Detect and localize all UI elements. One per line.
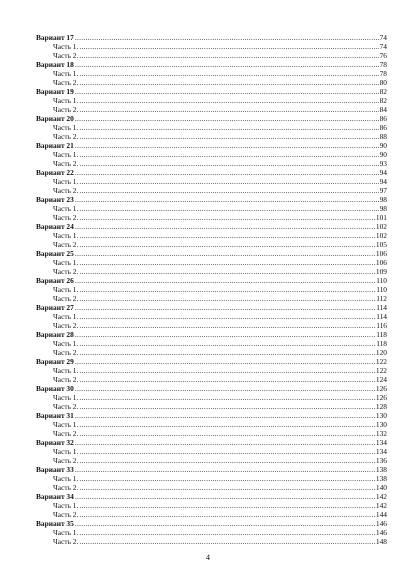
toc-entry-label: Часть 1. bbox=[53, 447, 79, 456]
toc-entry-page: 97 bbox=[379, 186, 387, 195]
toc-part-row bbox=[36, 42, 387, 51]
dot-leader bbox=[79, 42, 378, 51]
toc-entry-label: Вариант 17 bbox=[36, 33, 74, 42]
toc-entry-label: Часть 1. bbox=[53, 204, 79, 213]
toc-entry-label: Часть 2. bbox=[53, 510, 79, 519]
toc-part-row bbox=[36, 483, 387, 492]
toc-part-row bbox=[36, 393, 387, 402]
toc-entry-label: Часть 2. bbox=[53, 321, 79, 330]
toc-entry-label: Часть 1. bbox=[53, 96, 79, 105]
toc-entry-page: 140 bbox=[375, 483, 387, 492]
dot-leader bbox=[75, 195, 379, 204]
toc-entry-label: Вариант 21 bbox=[36, 141, 74, 150]
dot-leader bbox=[79, 537, 375, 546]
toc-entry-page: 122 bbox=[375, 366, 387, 375]
toc-entry-label: Вариант 27 bbox=[36, 303, 74, 312]
toc-entry-label: Часть 2. bbox=[53, 105, 79, 114]
dot-leader bbox=[75, 519, 375, 528]
toc-entry-page: 142 bbox=[375, 501, 387, 510]
dot-leader bbox=[79, 456, 375, 465]
toc-variant-row bbox=[36, 519, 387, 528]
toc-entry-page: 130 bbox=[375, 420, 387, 429]
toc-entry-page: 116 bbox=[376, 321, 387, 330]
toc-entry-label: Часть 1. bbox=[53, 339, 79, 348]
toc-entry-label: Часть 1. bbox=[53, 393, 79, 402]
toc-entry-label: Часть 1. bbox=[53, 69, 79, 78]
toc-part-row bbox=[36, 366, 387, 375]
toc-part-row bbox=[36, 402, 387, 411]
toc-part-row bbox=[36, 267, 387, 276]
toc-entry-page: 146 bbox=[375, 528, 387, 537]
toc-entry-page: 106 bbox=[375, 249, 387, 258]
toc-part-row bbox=[36, 177, 387, 186]
toc-part-row bbox=[36, 294, 387, 303]
toc-entry-label: Вариант 25 bbox=[36, 249, 74, 258]
toc-entry-label: Вариант 29 bbox=[36, 357, 74, 366]
toc-part-row bbox=[36, 96, 387, 105]
toc-entry-page: 101 bbox=[375, 213, 387, 222]
toc-part-row bbox=[36, 285, 387, 294]
toc-part-row bbox=[36, 150, 387, 159]
toc-variant-row bbox=[36, 330, 387, 339]
toc-entry-label: Часть 1. bbox=[53, 123, 79, 132]
dot-leader bbox=[79, 483, 375, 492]
toc-variant-row bbox=[36, 168, 387, 177]
dot-leader bbox=[79, 105, 378, 114]
toc-entry-label: Вариант 22 bbox=[36, 168, 74, 177]
toc-variant-row bbox=[36, 438, 387, 447]
toc-entry-page: 126 bbox=[375, 393, 387, 402]
toc-part-row bbox=[36, 186, 387, 195]
toc-entry-label: Вариант 23 bbox=[36, 195, 74, 204]
toc-entry-page: 74 bbox=[379, 42, 387, 51]
dot-leader bbox=[79, 159, 378, 168]
dot-leader bbox=[79, 312, 375, 321]
toc-part-row bbox=[36, 69, 387, 78]
toc-entry-page: 94 bbox=[379, 168, 387, 177]
toc-variant-row bbox=[36, 303, 387, 312]
toc-entry-label: Вариант 30 bbox=[36, 384, 74, 393]
toc-entry-page: 105 bbox=[375, 240, 387, 249]
toc-part-row bbox=[36, 51, 387, 60]
toc-entry-page: 82 bbox=[379, 87, 387, 96]
dot-leader bbox=[75, 222, 375, 231]
dot-leader bbox=[79, 204, 378, 213]
toc-entry-label: Часть 2. bbox=[53, 294, 79, 303]
dot-leader bbox=[79, 348, 375, 357]
page-number: 4 bbox=[206, 553, 210, 562]
toc-entry-label: Вариант 32 bbox=[36, 438, 74, 447]
toc-entry-label: Часть 1. bbox=[53, 528, 79, 537]
toc-entry-label: Часть 2. bbox=[53, 402, 79, 411]
toc-part-row bbox=[36, 213, 387, 222]
dot-leader bbox=[79, 528, 375, 537]
toc-entry-page: 74 bbox=[379, 33, 387, 42]
dot-leader bbox=[75, 330, 375, 339]
toc-entry-label: Часть 1. bbox=[53, 474, 79, 483]
dot-leader bbox=[75, 411, 375, 420]
toc-entry-page: 122 bbox=[375, 357, 387, 366]
dot-leader bbox=[79, 375, 375, 384]
toc-entry-label: Часть 1. bbox=[53, 42, 79, 51]
dot-leader bbox=[75, 87, 379, 96]
toc-entry-page: 118 bbox=[376, 330, 387, 339]
toc-entry-label: Вариант 35 bbox=[36, 519, 74, 528]
toc-part-row bbox=[36, 339, 387, 348]
toc-entry-page: 93 bbox=[379, 159, 387, 168]
toc-part-row bbox=[36, 537, 387, 546]
toc-entry-page: 78 bbox=[379, 60, 387, 69]
toc-part-row bbox=[36, 510, 387, 519]
dot-leader bbox=[79, 69, 378, 78]
toc-entry-page: 110 bbox=[376, 276, 387, 285]
dot-leader bbox=[79, 420, 375, 429]
toc-entry-label: Часть 1. bbox=[53, 420, 79, 429]
dot-leader bbox=[79, 96, 378, 105]
toc-entry-page: 146 bbox=[375, 519, 387, 528]
dot-leader bbox=[75, 60, 379, 69]
toc-variant-row bbox=[36, 33, 387, 42]
toc-part-row bbox=[36, 240, 387, 249]
toc-entry-label: Часть 2. bbox=[53, 267, 79, 276]
dot-leader bbox=[75, 276, 375, 285]
toc-variant-row bbox=[36, 87, 387, 96]
toc-entry-page: 109 bbox=[375, 267, 387, 276]
toc-entry-label: Часть 1. bbox=[53, 366, 79, 375]
dot-leader bbox=[79, 429, 375, 438]
toc-variant-row bbox=[36, 141, 387, 150]
toc-entry-label: Часть 2. bbox=[53, 537, 79, 546]
dot-leader bbox=[75, 465, 375, 474]
dot-leader bbox=[79, 132, 378, 141]
toc-entry-label: Вариант 24 bbox=[36, 222, 74, 231]
dot-leader bbox=[79, 186, 378, 195]
toc-part-row bbox=[36, 429, 387, 438]
dot-leader bbox=[79, 393, 375, 402]
toc-entry-label: Часть 2. bbox=[53, 159, 79, 168]
dot-leader bbox=[75, 303, 375, 312]
toc-entry-page: 132 bbox=[375, 429, 387, 438]
toc-entry-page: 90 bbox=[379, 141, 387, 150]
toc-part-row bbox=[36, 528, 387, 537]
toc-entry-label: Часть 2. bbox=[53, 51, 79, 60]
dot-leader bbox=[79, 267, 375, 276]
toc-entry-page: 90 bbox=[379, 150, 387, 159]
toc-entry-page: 128 bbox=[375, 402, 387, 411]
toc-part-row bbox=[36, 375, 387, 384]
toc-entry-page: 112 bbox=[376, 294, 387, 303]
toc-entry-label: Часть 1. bbox=[53, 231, 79, 240]
toc-variant-row bbox=[36, 195, 387, 204]
toc-part-row bbox=[36, 456, 387, 465]
toc-part-row bbox=[36, 105, 387, 114]
dot-leader bbox=[79, 231, 375, 240]
toc-part-row bbox=[36, 474, 387, 483]
dot-leader bbox=[75, 492, 375, 501]
toc-variant-row bbox=[36, 492, 387, 501]
toc-part-row bbox=[36, 312, 387, 321]
toc-part-row bbox=[36, 231, 387, 240]
toc-part-row bbox=[36, 204, 387, 213]
toc-entry-page: 82 bbox=[379, 96, 387, 105]
toc-part-row bbox=[36, 132, 387, 141]
dot-leader bbox=[79, 285, 375, 294]
toc-entry-label: Часть 2. bbox=[53, 78, 79, 87]
toc-entry-label: Вариант 19 bbox=[36, 87, 74, 96]
dot-leader bbox=[79, 402, 375, 411]
toc-entry-label: Часть 2. bbox=[53, 213, 79, 222]
toc-variant-row bbox=[36, 249, 387, 258]
dot-leader bbox=[79, 366, 375, 375]
toc-variant-row bbox=[36, 465, 387, 474]
dot-leader bbox=[79, 510, 375, 519]
toc-entry-label: Часть 1. bbox=[53, 177, 79, 186]
toc-entry-page: 80 bbox=[379, 78, 387, 87]
toc-entry-page: 88 bbox=[379, 132, 387, 141]
toc-variant-row bbox=[36, 60, 387, 69]
toc-entry-page: 120 bbox=[375, 348, 387, 357]
toc-entry-page: 98 bbox=[379, 195, 387, 204]
toc-entry-page: 148 bbox=[375, 537, 387, 546]
dot-leader bbox=[79, 177, 378, 186]
dot-leader bbox=[79, 294, 375, 303]
toc-entry-page: 142 bbox=[375, 492, 387, 501]
dot-leader bbox=[79, 501, 375, 510]
dot-leader bbox=[75, 33, 379, 42]
table-of-contents bbox=[36, 33, 387, 546]
dot-leader bbox=[79, 474, 375, 483]
toc-entry-page: 106 bbox=[375, 258, 387, 267]
toc-entry-page: 126 bbox=[375, 384, 387, 393]
toc-entry-label: Часть 2. bbox=[53, 375, 79, 384]
toc-entry-label: Вариант 26 bbox=[36, 276, 74, 285]
dot-leader bbox=[79, 51, 378, 60]
toc-entry-page: 86 bbox=[379, 123, 387, 132]
dot-leader bbox=[79, 150, 378, 159]
toc-entry-page: 84 bbox=[379, 105, 387, 114]
toc-variant-row bbox=[36, 276, 387, 285]
toc-entry-page: 102 bbox=[375, 231, 387, 240]
toc-entry-page: 138 bbox=[375, 465, 387, 474]
toc-entry-page: 144 bbox=[375, 510, 387, 519]
toc-entry-page: 134 bbox=[375, 447, 387, 456]
toc-variant-row bbox=[36, 411, 387, 420]
toc-entry-label: Часть 2. bbox=[53, 483, 79, 492]
dot-leader bbox=[79, 213, 375, 222]
toc-part-row bbox=[36, 123, 387, 132]
toc-entry-page: 78 bbox=[379, 69, 387, 78]
dot-leader bbox=[79, 321, 375, 330]
toc-entry-label: Часть 1. bbox=[53, 312, 79, 321]
toc-variant-row bbox=[36, 384, 387, 393]
toc-variant-row bbox=[36, 222, 387, 231]
toc-part-row bbox=[36, 447, 387, 456]
toc-entry-page: 114 bbox=[376, 303, 387, 312]
toc-entry-label: Часть 2. bbox=[53, 429, 79, 438]
dot-leader bbox=[75, 438, 375, 447]
toc-part-row bbox=[36, 159, 387, 168]
toc-entry-page: 114 bbox=[376, 312, 387, 321]
toc-part-row bbox=[36, 321, 387, 330]
toc-entry-label: Вариант 20 bbox=[36, 114, 74, 123]
toc-entry-page: 76 bbox=[379, 51, 387, 60]
toc-entry-page: 86 bbox=[379, 114, 387, 123]
dot-leader bbox=[79, 339, 375, 348]
toc-entry-page: 130 bbox=[375, 411, 387, 420]
toc-variant-row bbox=[36, 357, 387, 366]
toc-entry-label: Часть 1. bbox=[53, 150, 79, 159]
dot-leader bbox=[75, 114, 379, 123]
toc-entry-page: 110 bbox=[376, 285, 387, 294]
toc-entry-page: 102 bbox=[375, 222, 387, 231]
toc-entry-label: Вариант 18 bbox=[36, 60, 74, 69]
dot-leader bbox=[75, 384, 375, 393]
dot-leader bbox=[79, 78, 378, 87]
dot-leader bbox=[79, 240, 375, 249]
toc-entry-page: 138 bbox=[375, 474, 387, 483]
toc-entry-page: 94 bbox=[379, 177, 387, 186]
toc-entry-label: Вариант 31 bbox=[36, 411, 74, 420]
toc-entry-page: 124 bbox=[375, 375, 387, 384]
toc-entry-page: 134 bbox=[375, 438, 387, 447]
dot-leader bbox=[75, 168, 379, 177]
dot-leader bbox=[75, 249, 375, 258]
dot-leader bbox=[75, 357, 375, 366]
toc-entry-label: Вариант 33 bbox=[36, 465, 74, 474]
toc-entry-page: 118 bbox=[376, 339, 387, 348]
toc-part-row bbox=[36, 78, 387, 87]
toc-entry-label: Часть 2. bbox=[53, 456, 79, 465]
toc-entry-label: Вариант 34 bbox=[36, 492, 74, 501]
toc-entry-label: Часть 1. bbox=[53, 501, 79, 510]
toc-entry-label: Часть 2. bbox=[53, 348, 79, 357]
dot-leader bbox=[79, 123, 378, 132]
toc-entry-label: Часть 1. bbox=[53, 258, 79, 267]
toc-part-row bbox=[36, 501, 387, 510]
toc-part-row bbox=[36, 420, 387, 429]
toc-part-row bbox=[36, 348, 387, 357]
toc-part-row bbox=[36, 258, 387, 267]
toc-entry-label: Вариант 28 bbox=[36, 330, 74, 339]
dot-leader bbox=[79, 258, 375, 267]
toc-entry-page: 136 bbox=[375, 456, 387, 465]
toc-variant-row bbox=[36, 114, 387, 123]
toc-entry-label: Часть 2. bbox=[53, 132, 79, 141]
dot-leader bbox=[75, 141, 379, 150]
toc-entry-page: 98 bbox=[379, 204, 387, 213]
toc-entry-label: Часть 2. bbox=[53, 240, 79, 249]
toc-entry-label: Часть 1. bbox=[53, 285, 79, 294]
dot-leader bbox=[79, 447, 375, 456]
toc-entry-label: Часть 2. bbox=[53, 186, 79, 195]
